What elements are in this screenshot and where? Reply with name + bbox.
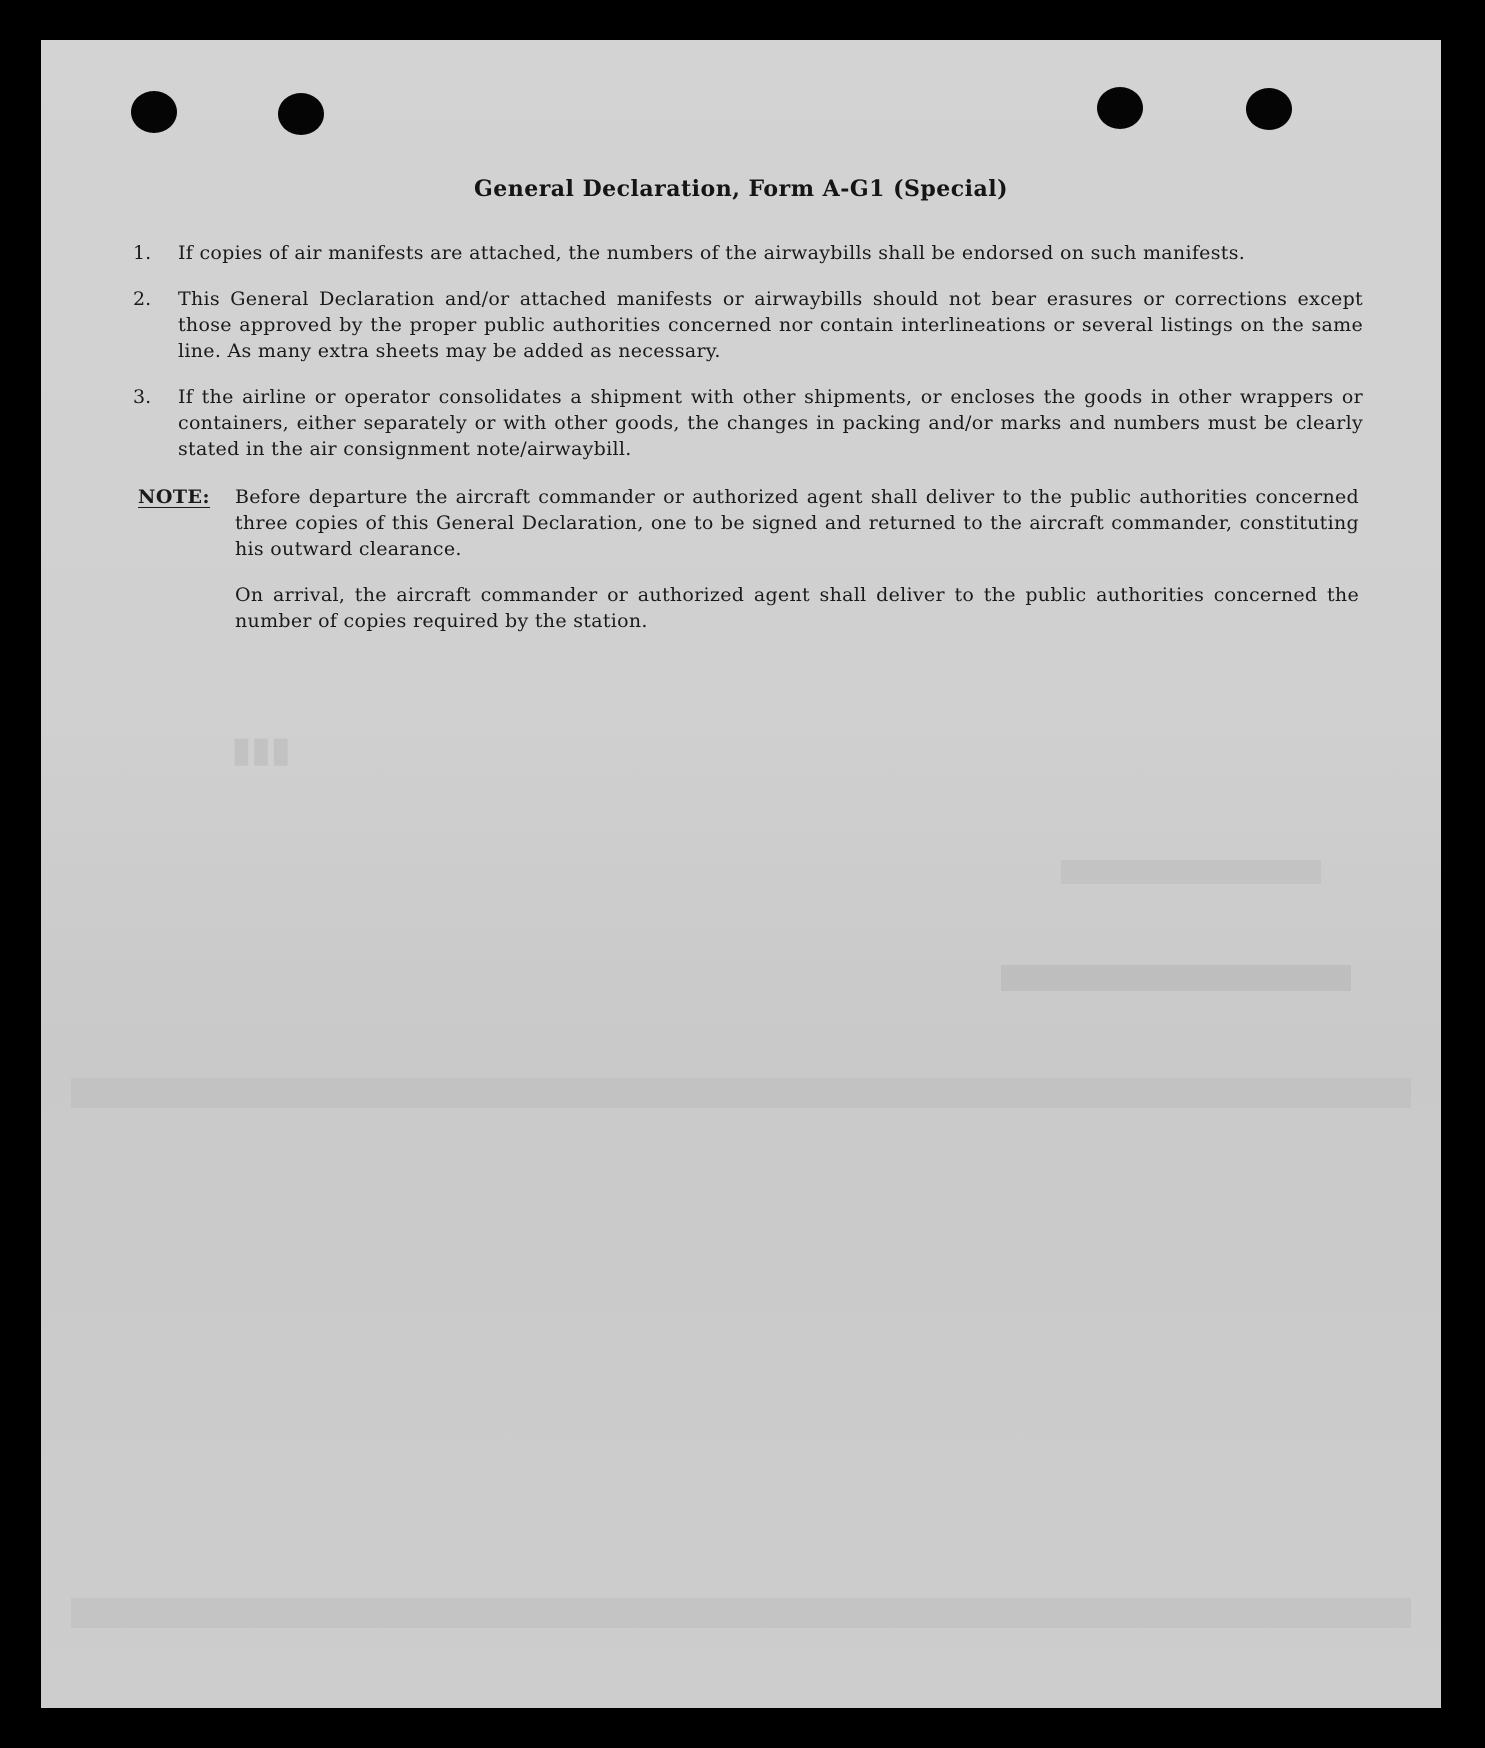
instruction-item-3	[133, 384, 1363, 462]
item-text: If copies of air manifests are attached, the numbers of the airwaybills shall be endorsed on such manifests.	[178, 242, 1246, 264]
punch-hole-icon	[1246, 88, 1292, 130]
bleed-through-mark	[1001, 965, 1351, 991]
bleed-through-mark	[71, 1078, 1411, 1108]
note-label: NOTE:	[138, 486, 211, 508]
document-title: General Declaration, Form A-G1 (Special)	[473, 176, 1009, 202]
note-paragraph-1: Before departure the aircraft commander or authorized agent shall deliver to the public authorities concerned three copies of this General Declaration, one to be signed and returned to the aircraft commander, constituting his outward clearance.	[235, 486, 1359, 560]
punch-hole-icon	[131, 91, 177, 133]
instruction-item-2	[133, 286, 1363, 364]
bleed-through-mark	[71, 1598, 1411, 1628]
item-text: If the airline or operator consolidates a shipment with other shipments, or encloses the goods in other wrappers or containers, either separately or with other goods, the changes in packing and/or marks and numbers must be clearly stated in the air consignment note/airwaybill.	[178, 386, 1363, 460]
punch-hole-icon	[278, 93, 324, 135]
bleed-through-mark	[1061, 860, 1321, 884]
bleed-through-mark: ▮▮▮	[231, 731, 291, 769]
document-page	[41, 40, 1441, 1708]
instruction-item-1	[133, 240, 1363, 266]
item-number: 1.	[133, 242, 152, 264]
item-number: 2.	[133, 288, 152, 310]
item-number: 3.	[133, 386, 152, 408]
item-text: This General Declaration and/or attached manifests or airwaybills should not bear erasures or corrections except those approved by the proper public authorities concerned nor contain interlineations or several listings on the same line. As many extra sheets may be added as necessary.	[178, 288, 1363, 362]
note-paragraph-2: On arrival, the aircraft commander or authorized agent shall deliver to the public authorities concerned the number of copies required by the station.	[235, 584, 1359, 632]
punch-hole-icon	[1097, 87, 1143, 129]
